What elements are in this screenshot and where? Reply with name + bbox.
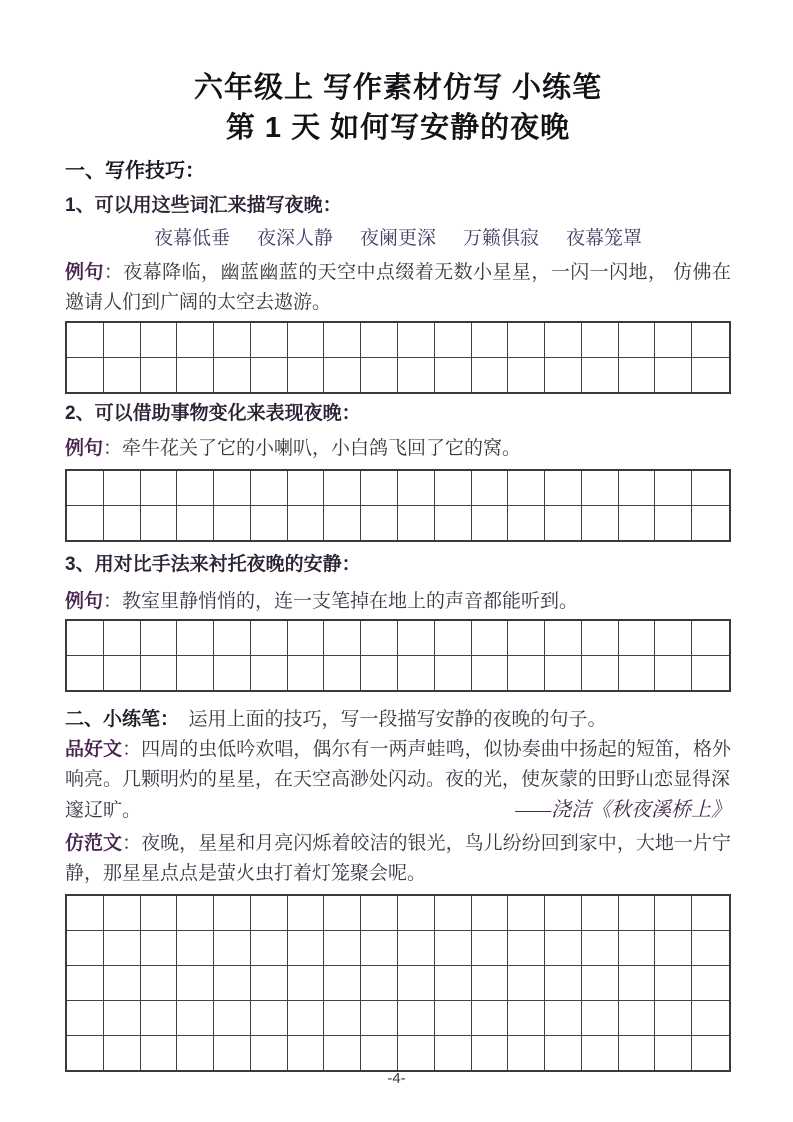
grid-cell [177, 931, 214, 965]
grid-cell [324, 471, 361, 505]
grid-cell [582, 323, 619, 357]
grid-cell [177, 656, 214, 690]
grid-cell [692, 358, 729, 392]
grid-cell [141, 323, 178, 357]
grid-cell [67, 656, 104, 690]
grid-cell [361, 1001, 398, 1035]
grid-cell [545, 471, 582, 505]
good-passage-text-tail: 邃辽旷。 [65, 800, 142, 821]
grid-cell [619, 358, 656, 392]
grid-cell [508, 656, 545, 690]
grid-cell [435, 471, 472, 505]
example-sentence-2 [65, 434, 731, 464]
grid-cell [177, 1001, 214, 1035]
grid-cell [324, 931, 361, 965]
grid-cell [545, 621, 582, 655]
grid-cell [104, 323, 141, 357]
grid-cell [104, 1036, 141, 1070]
document-title-line2: 第 1 天 如何写安静的夜晚 [225, 112, 571, 144]
grid-cell [508, 896, 545, 930]
good-passage [65, 735, 731, 795]
grid-cell [251, 966, 288, 1000]
grid-cell [655, 621, 692, 655]
tip-1-heading: 1、可以用这些词汇来描写夜晚： [65, 195, 342, 216]
grid-cell [141, 1036, 178, 1070]
grid-cell [251, 931, 288, 965]
grid-cell [435, 506, 472, 540]
grid-cell [582, 471, 619, 505]
grid-cell [619, 966, 656, 1000]
writing-grid-practice [65, 894, 731, 1072]
section-two-instruction: 运用上面的技巧，写一段描写安静的夜晚的句子。 [169, 709, 607, 730]
grid-cell [692, 931, 729, 965]
grid-cell [545, 656, 582, 690]
grid-cell [619, 323, 656, 357]
grid-cell [104, 931, 141, 965]
grid-cell [472, 323, 509, 357]
section-two-heading-line [65, 705, 731, 735]
grid-cell [472, 621, 509, 655]
grid-cell [67, 621, 104, 655]
tip-3-heading: 3、用对比手法来衬托夜晚的安静： [65, 554, 361, 575]
vocab-term: 夜幕笼罩 [566, 228, 643, 249]
grid-cell [214, 323, 251, 357]
example-text: ：教室里静悄悄的，连一支笔掉在地上的声音都能听到。 [103, 591, 579, 612]
grid-cell [251, 358, 288, 392]
grid-cell [177, 471, 214, 505]
example-label: 例句 [65, 591, 104, 612]
grid-cell [398, 1001, 435, 1035]
example-text: ：夜幕降临，幽蓝幽蓝的天空中点缀着无数小星星，一闪一闪地， 仿佛在邀请人们到广阔的太空去遨游。 [65, 262, 731, 313]
writing-grid-3 [65, 619, 731, 692]
grid-cell [67, 358, 104, 392]
grid-cell [582, 656, 619, 690]
grid-cell [545, 1001, 582, 1035]
grid-row [67, 621, 729, 656]
grid-cell [104, 506, 141, 540]
grid-cell [361, 323, 398, 357]
vocab-term: 万籁俱寂 [463, 228, 540, 249]
grid-cell [619, 656, 656, 690]
grid-cell [67, 1036, 104, 1070]
grid-cell [361, 506, 398, 540]
grid-cell [692, 323, 729, 357]
grid-cell [398, 896, 435, 930]
grid-cell [472, 931, 509, 965]
grid-cell [398, 1036, 435, 1070]
grid-cell [655, 896, 692, 930]
grid-cell [619, 471, 656, 505]
grid-cell [435, 1036, 472, 1070]
grid-cell [251, 506, 288, 540]
grid-row [67, 358, 729, 392]
grid-cell [508, 931, 545, 965]
grid-cell [435, 621, 472, 655]
grid-cell [251, 896, 288, 930]
tip-2-heading: 2、可以借助事物变化来表现夜晚： [65, 403, 361, 424]
grid-cell [177, 323, 214, 357]
grid-cell [361, 966, 398, 1000]
grid-cell [472, 506, 509, 540]
grid-cell [435, 1001, 472, 1035]
grid-cell [214, 1036, 251, 1070]
grid-cell [141, 1001, 178, 1035]
grid-cell [692, 506, 729, 540]
good-passage-text: ：四周的虫低吟欢唱，偶尔有一两声蛙鸣，似协奏曲中扬起的短笛，格外响亮。几颗明灼的星星，在天空高渺处闪动。夜的光，使灰蒙的田野山恋显得深 [65, 739, 731, 790]
grid-cell [104, 358, 141, 392]
grid-cell [655, 323, 692, 357]
grid-cell [324, 656, 361, 690]
grid-cell [214, 1001, 251, 1035]
model-passage-text: ：夜晚，星星和月亮闪烁着皎洁的银光，鸟儿纷纷回到家中，大地一片宁静，那星星点点是萤火虫打着灯笼聚会呢。 [65, 833, 731, 884]
example-sentence-3 [65, 587, 731, 617]
grid-cell [508, 358, 545, 392]
grid-cell [582, 1036, 619, 1070]
grid-cell [435, 931, 472, 965]
writing-grid-1 [65, 321, 731, 394]
grid-cell [67, 931, 104, 965]
grid-cell [398, 506, 435, 540]
grid-row [67, 323, 729, 358]
grid-cell [288, 621, 325, 655]
grid-cell [214, 471, 251, 505]
grid-cell [288, 471, 325, 505]
section-two-heading: 二、小练笔： [65, 709, 170, 730]
grid-cell [398, 323, 435, 357]
good-passage-last-line [65, 795, 731, 826]
grid-cell [324, 506, 361, 540]
grid-row [67, 471, 729, 506]
grid-cell [104, 656, 141, 690]
grid-cell [435, 323, 472, 357]
grid-cell [67, 506, 104, 540]
quote-attribution: ——浇洁《秋夜溪桥上》 [515, 799, 731, 821]
grid-cell [104, 966, 141, 1000]
grid-cell [104, 1001, 141, 1035]
grid-cell [655, 1001, 692, 1035]
grid-cell [655, 1036, 692, 1070]
grid-cell [288, 358, 325, 392]
grid-cell [67, 1001, 104, 1035]
grid-cell [251, 656, 288, 690]
grid-cell [508, 1036, 545, 1070]
grid-cell [177, 1036, 214, 1070]
grid-cell [508, 1001, 545, 1035]
example-label: 例句 [65, 262, 104, 283]
grid-cell [472, 656, 509, 690]
grid-cell [582, 621, 619, 655]
grid-cell [619, 896, 656, 930]
grid-cell [692, 471, 729, 505]
vocab-term: 夜幕低垂 [153, 228, 230, 249]
grid-cell [177, 896, 214, 930]
grid-row [67, 966, 729, 1001]
vocab-term: 夜阑更深 [359, 228, 436, 249]
grid-cell [324, 323, 361, 357]
grid-row [67, 1036, 729, 1070]
grid-cell [655, 931, 692, 965]
grid-cell [361, 471, 398, 505]
grid-cell [472, 471, 509, 505]
grid-cell [619, 1036, 656, 1070]
grid-row [67, 1001, 729, 1036]
example-text: ：牵牛花关了它的小喇叭，小白鸽飞回了它的窝。 [103, 438, 522, 459]
example-label: 例句 [65, 438, 104, 459]
grid-cell [508, 323, 545, 357]
grid-cell [361, 621, 398, 655]
grid-cell [545, 358, 582, 392]
grid-cell [67, 896, 104, 930]
grid-cell [361, 896, 398, 930]
grid-row [67, 931, 729, 966]
grid-cell [214, 656, 251, 690]
grid-cell [545, 506, 582, 540]
grid-cell [214, 621, 251, 655]
grid-cell [141, 506, 178, 540]
grid-cell [67, 966, 104, 1000]
grid-cell [214, 931, 251, 965]
grid-row [67, 896, 729, 931]
grid-cell [435, 656, 472, 690]
grid-cell [545, 931, 582, 965]
grid-cell [104, 621, 141, 655]
grid-cell [472, 1001, 509, 1035]
grid-cell [288, 656, 325, 690]
vocab-list [65, 227, 731, 251]
grid-cell [177, 358, 214, 392]
grid-cell [472, 1036, 509, 1070]
grid-cell [251, 471, 288, 505]
grid-cell [288, 323, 325, 357]
grid-cell [214, 506, 251, 540]
grid-cell [361, 1036, 398, 1070]
grid-cell [545, 966, 582, 1000]
grid-cell [692, 621, 729, 655]
grid-cell [361, 656, 398, 690]
grid-cell [214, 896, 251, 930]
grid-cell [508, 471, 545, 505]
grid-cell [288, 966, 325, 1000]
grid-cell [214, 966, 251, 1000]
vocab-term: 夜深人静 [256, 228, 333, 249]
grid-cell [619, 506, 656, 540]
grid-cell [141, 896, 178, 930]
grid-cell [324, 358, 361, 392]
good-passage-label: 品好文 [65, 739, 123, 760]
grid-cell [67, 471, 104, 505]
grid-cell [141, 471, 178, 505]
page-number: -4- [387, 1070, 406, 1087]
grid-cell [692, 896, 729, 930]
grid-cell [398, 931, 435, 965]
grid-row [67, 656, 729, 690]
grid-cell [251, 323, 288, 357]
grid-cell [324, 896, 361, 930]
grid-cell [655, 506, 692, 540]
grid-cell [582, 1001, 619, 1035]
grid-cell [435, 966, 472, 1000]
grid-cell [288, 931, 325, 965]
grid-cell [472, 358, 509, 392]
grid-cell [619, 621, 656, 655]
grid-cell [582, 358, 619, 392]
grid-cell [67, 323, 104, 357]
grid-cell [398, 656, 435, 690]
grid-cell [545, 1036, 582, 1070]
grid-cell [692, 1001, 729, 1035]
grid-cell [324, 966, 361, 1000]
grid-cell [177, 621, 214, 655]
grid-cell [435, 896, 472, 930]
grid-cell [435, 358, 472, 392]
grid-cell [472, 896, 509, 930]
section-one-heading: 一、写作技巧： [65, 160, 205, 182]
grid-cell [508, 621, 545, 655]
grid-cell [582, 931, 619, 965]
grid-cell [177, 506, 214, 540]
grid-cell [545, 323, 582, 357]
grid-cell [177, 966, 214, 1000]
grid-cell [508, 506, 545, 540]
grid-row [67, 506, 729, 540]
grid-cell [288, 1036, 325, 1070]
grid-cell [545, 896, 582, 930]
grid-cell [104, 896, 141, 930]
grid-cell [655, 471, 692, 505]
grid-cell [251, 621, 288, 655]
grid-cell [398, 966, 435, 1000]
grid-cell [288, 506, 325, 540]
grid-cell [361, 358, 398, 392]
grid-cell [655, 358, 692, 392]
grid-cell [288, 896, 325, 930]
document-title-line1: 六年级上 写作素材仿写 小练笔 [193, 72, 603, 104]
grid-cell [582, 896, 619, 930]
grid-cell [324, 621, 361, 655]
grid-cell [141, 358, 178, 392]
grid-cell [398, 471, 435, 505]
grid-cell [214, 358, 251, 392]
grid-cell [251, 1001, 288, 1035]
grid-cell [288, 1001, 325, 1035]
model-passage [65, 829, 731, 889]
grid-cell [692, 656, 729, 690]
grid-cell [398, 358, 435, 392]
grid-cell [251, 1036, 288, 1070]
example-sentence-1 [65, 258, 731, 318]
grid-cell [692, 1036, 729, 1070]
grid-cell [141, 656, 178, 690]
grid-cell [692, 966, 729, 1000]
model-passage-label: 仿范文 [65, 833, 123, 854]
grid-cell [582, 506, 619, 540]
grid-cell [141, 931, 178, 965]
grid-cell [141, 966, 178, 1000]
grid-cell [104, 471, 141, 505]
grid-cell [398, 621, 435, 655]
grid-cell [508, 966, 545, 1000]
grid-cell [619, 1001, 656, 1035]
grid-cell [324, 1036, 361, 1070]
grid-cell [324, 1001, 361, 1035]
grid-cell [582, 966, 619, 1000]
grid-cell [472, 966, 509, 1000]
grid-cell [655, 966, 692, 1000]
grid-cell [655, 656, 692, 690]
writing-grid-2 [65, 469, 731, 542]
grid-cell [361, 931, 398, 965]
grid-cell [141, 621, 178, 655]
grid-cell [619, 931, 656, 965]
